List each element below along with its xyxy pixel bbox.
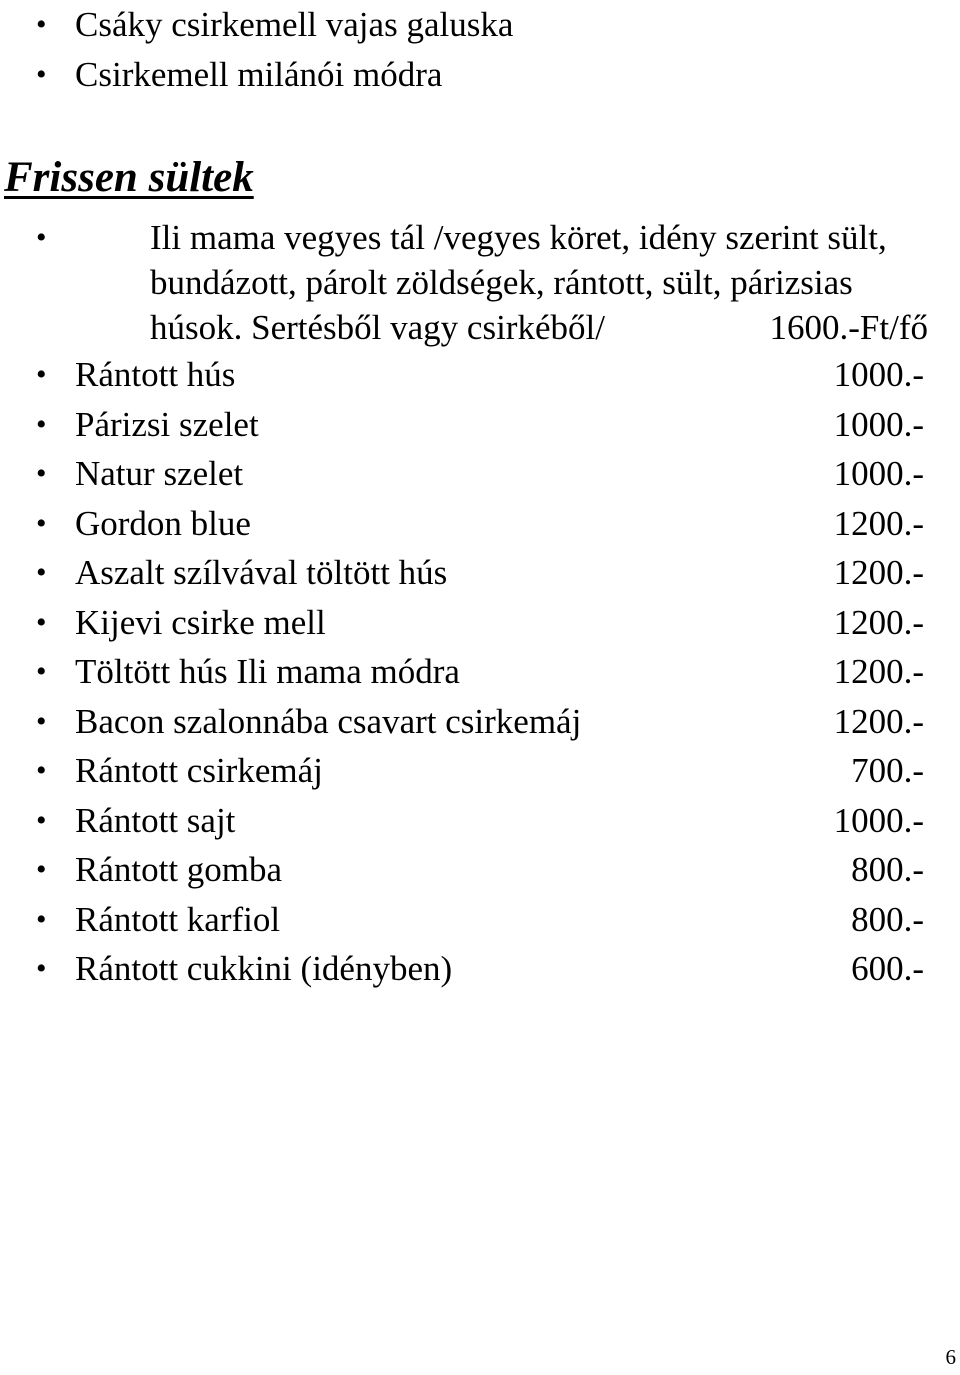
dish-price: 800.- (851, 899, 924, 939)
list-item (0, 598, 960, 648)
description-line: bundázott, párolt zöldségek, rántott, sült, párizsias (150, 263, 853, 302)
dish-name: Rántott cukkini (idényben) (75, 949, 453, 988)
bullet-icon: • (36, 704, 47, 738)
bullet-icon: • (36, 407, 47, 441)
dish-name: Rántott csirkemáj (75, 751, 323, 790)
dish-price: 1200.- (833, 602, 924, 642)
bullet-icon: • (36, 902, 47, 936)
list-item (0, 400, 960, 450)
section-title: Frissen sültek (4, 154, 254, 201)
description-line: Ili mama vegyes tál /vegyes köret, idény szerint sült, (150, 218, 887, 257)
dish-name: Csáky csirkemell vajas galuska (75, 5, 514, 44)
bullet-icon: • (36, 952, 47, 985)
bullet-icon: • (36, 655, 47, 688)
dish-name: Natur szelet (75, 454, 244, 493)
dish-price: 1200.- (833, 503, 924, 543)
dish-name: Kijevi csirke mell (75, 602, 326, 642)
list-item (0, 449, 960, 499)
dish-name: Rántott karfiol (75, 899, 281, 939)
dish-name: Aszalt szílvával töltött hús (75, 553, 448, 592)
dish-price: 1000.- (833, 800, 924, 840)
bullet-icon: • (36, 221, 47, 254)
frissen-sultek-list (0, 215, 960, 350)
bullet-icon: • (36, 57, 47, 91)
top-menu-list (0, 0, 960, 99)
dish-price: 800.- (851, 850, 924, 889)
dish-price: 1000.- (833, 404, 924, 444)
bullet-icon: • (36, 605, 47, 639)
dish-price: 1000.- (833, 454, 924, 493)
dish-price: 1000.- (833, 355, 924, 394)
list-item (0, 746, 960, 796)
dish-name: Rántott gomba (75, 850, 283, 889)
list-item (0, 944, 960, 994)
dish-name: Gordon blue (75, 503, 251, 543)
bullet-icon: • (36, 358, 47, 391)
bullet-icon: • (36, 8, 47, 41)
dish-price: 1200.- (833, 553, 924, 592)
dish-name: Töltött hús Ili mama módra (75, 652, 460, 691)
list-item (0, 50, 960, 100)
dish-price: 1600.-Ft/fő (769, 308, 928, 347)
dish-name: Rántott sajt (75, 800, 236, 840)
bullet-icon: • (36, 556, 47, 589)
bullet-icon: • (36, 457, 47, 490)
dish-price: 700.- (851, 751, 924, 790)
dish-name: Csirkemell milánói módra (75, 54, 443, 94)
page-number: 6 (945, 1345, 956, 1369)
bullet-icon: • (36, 754, 47, 787)
list-item (0, 796, 960, 846)
bullet-icon: • (36, 803, 47, 837)
list-item (0, 499, 960, 549)
list-item (0, 697, 960, 747)
list-item (0, 895, 960, 945)
list-item (0, 350, 960, 400)
bullet-icon: • (36, 853, 47, 886)
list-item (0, 647, 960, 697)
dish-price: 1200.- (833, 701, 924, 741)
list-item (0, 845, 960, 895)
dish-name: Bacon szalonnába csavart csirkemáj (75, 701, 582, 741)
price-list (0, 350, 960, 994)
dish-price: 600.- (851, 949, 924, 988)
dish-name: Párizsi szelet (75, 404, 259, 444)
dish-price: 1200.- (833, 652, 924, 691)
dish-name: Rántott hús (75, 355, 236, 394)
list-item-combo-platter (0, 215, 960, 350)
list-item (0, 548, 960, 598)
list-item (0, 0, 960, 50)
description-line: húsok. Sertésből vagy csirkéből/ (150, 308, 605, 347)
bullet-icon: • (36, 506, 47, 540)
